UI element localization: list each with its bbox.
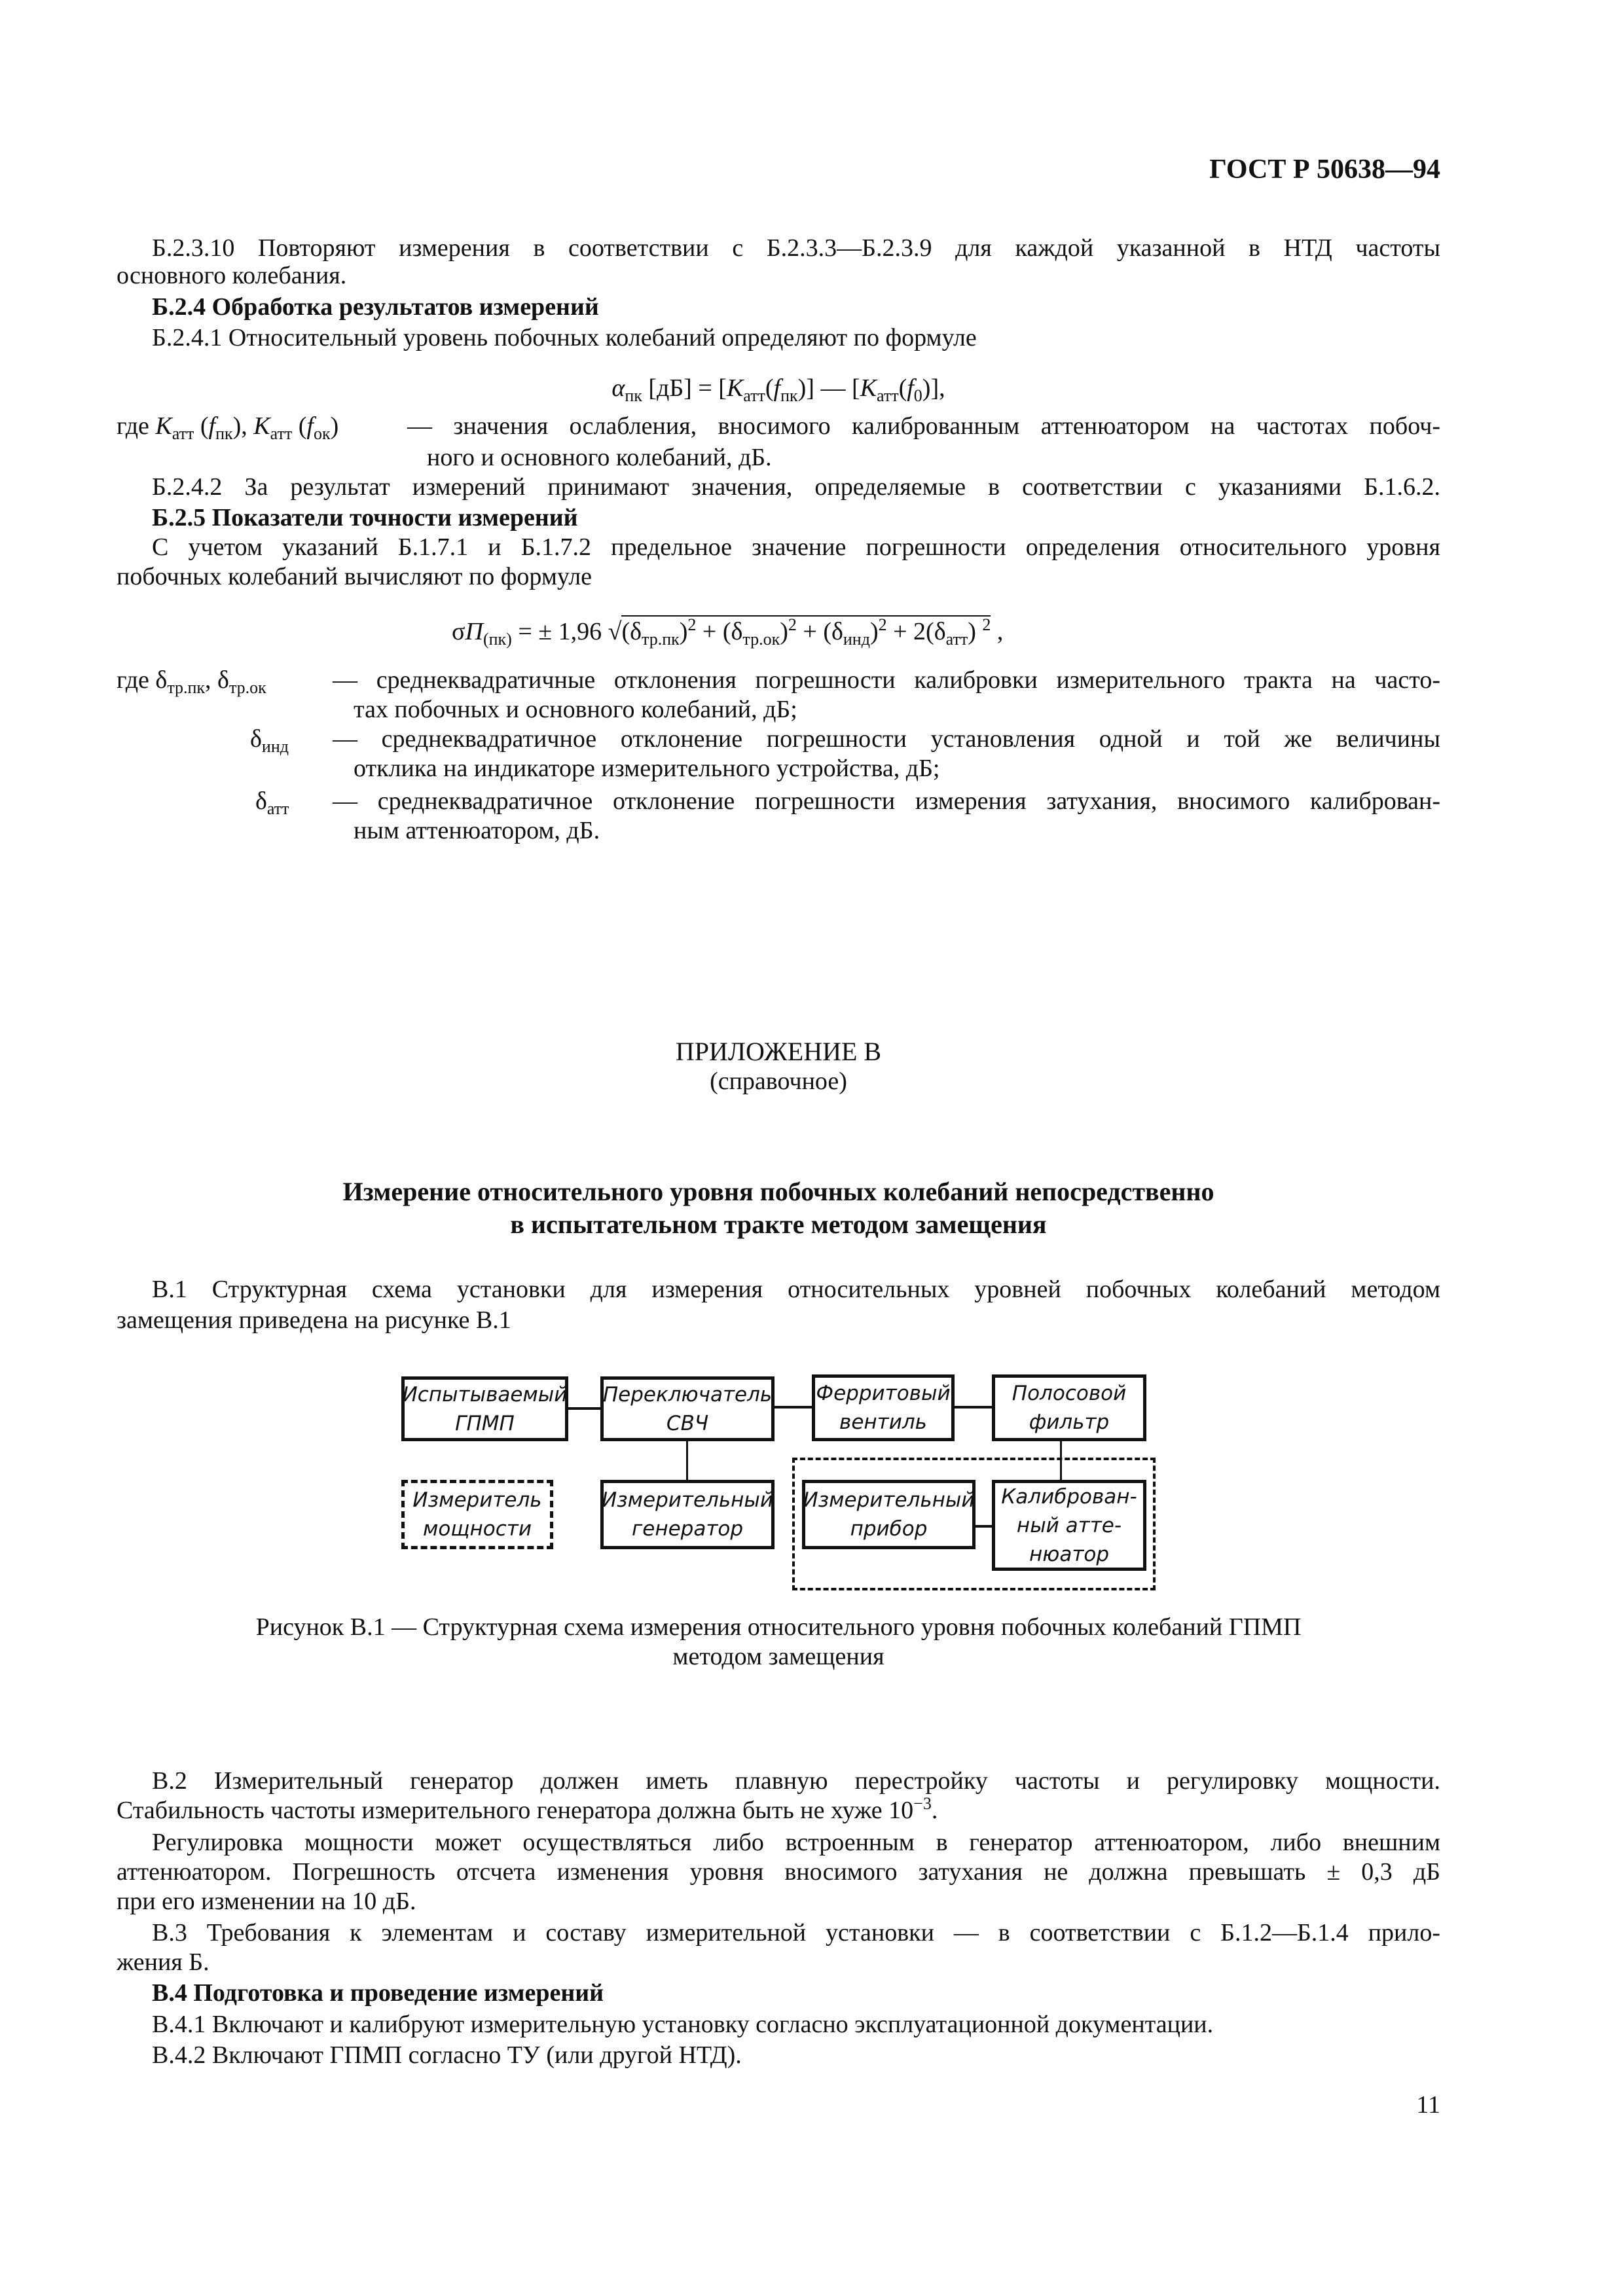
w1-ksub: атт (172, 424, 194, 443)
f2-coef: = ± 1,96 √ (511, 618, 622, 645)
f1-k2: K (860, 374, 877, 402)
formula-1: $\alpha_{пк}$ $[дБ] = [K_{атт}(f_{пк})]$ — $[K_{атт}(f_0)]$, (611, 374, 945, 405)
paragraph-v3-line2: жения Б. (117, 1948, 210, 1976)
formula-2 (452, 615, 1004, 649)
f1-unit: [дБ] = [ (642, 374, 727, 402)
box-label: вентиль (839, 1410, 927, 1434)
v2-period: . (931, 1797, 938, 1824)
v2-exponent: −3 (913, 1794, 932, 1813)
w2-delta: δ (155, 666, 168, 694)
paragraph-b25-line2: побочных колебаний вычисляют по формуле (117, 563, 593, 590)
w2-sub2: тр.ок (228, 678, 266, 697)
paragraph-v1-line2: замещения приведена на рисунке В.1 (117, 1306, 511, 1334)
paragraph-v42: В.4.2 Включают ГПМП согласно ТУ (или другой НТД). (152, 2041, 742, 2069)
appendix-subtitle: (справочное) (710, 1067, 847, 1095)
w2-sub1: тр.пк (167, 678, 206, 697)
box-label: прибор (850, 1517, 928, 1541)
paragraph-reg-line1: Регулировка мощности может осуществляться либо встроенным в генератор аттенюатором, либо внешним (152, 1829, 1440, 1856)
f2-radicand: $(\delta_{тр.пк})^2 + (\delta_{тр.ок})^2 + (\delta_{инд})^2 + 2(\delta_{атт})$ $^2$ (621, 615, 991, 649)
f2-t4: атт (945, 630, 968, 649)
box-label: Измеритель (412, 1488, 542, 1512)
paragraph-b242: Б.2.4.2 За результат измерений принимают значения, определяемые в соответствии с указаниями Б.1.6.2. (152, 473, 1440, 501)
heading-b25: Б.2.5 Показатели точности измерений (152, 504, 578, 531)
box-label: Калиброван- (1001, 1484, 1137, 1509)
paragraph-b2310-line2: основного колебания. (117, 262, 347, 289)
connector (775, 1406, 812, 1408)
box-label: мощности (422, 1517, 532, 1541)
page-number: 11 (1416, 2091, 1440, 2119)
w2-sub4: атт (266, 799, 289, 818)
figure-caption-line1: Рисунок В.1 — Структурная схема измерения относительного уровня побочных колебаний ГПМП (255, 1613, 1302, 1641)
box-label: нюатор (1029, 1542, 1110, 1566)
connector (976, 1525, 992, 1528)
paragraph-b25-line1: С учетом указаний Б.1.7.1 и Б.1.7.2 предельное значение погрешности определения относительного уровня (152, 533, 1440, 561)
box-label: Испытываемый (402, 1382, 568, 1407)
where2-desc-1a: — среднеквадратичные отклонения погрешности калибровки измерительного тракта на часто- (333, 666, 1440, 694)
where2-desc-2b: отклика на индикаторе измерительного устройства, дБ; (354, 755, 940, 782)
where-label-2: где (117, 666, 156, 694)
box-power-meter (401, 1480, 553, 1549)
f1-k-sub: атт (743, 386, 765, 405)
f1-f0-sub: 0 (913, 386, 922, 405)
paragraph-reg-line3: при его изменении на 10 дБ. (117, 1888, 416, 1915)
paragraph-reg-line2: аттенюатором. Погрешность отсчета изменения уровня вносимого затухания не должна превышать ± 0,3 дБ (117, 1858, 1440, 1886)
figure-caption-line2: методом замещения (672, 1643, 884, 1670)
f2-sq3: 2 (878, 615, 887, 634)
where-label: где (117, 412, 156, 440)
heading-b24: Б.2.4 Обработка результатов измерений (152, 293, 599, 321)
where1-desc-line2: ного и основного колебаний, дБ. (427, 444, 772, 471)
box-isolator (812, 1374, 955, 1441)
f2-p: П (465, 618, 483, 645)
box-dut (401, 1376, 568, 1441)
paragraph-b2310-line1: Б.2.3.10 Повторяют измерения в соответствии с Б.2.3.3—Б.2.3.9 для каждой указанной в НТД частоты (152, 234, 1440, 262)
where1-symbols: где $K_{атт}$ $(f_{пк})$, $K_{атт}$ $(f_{ок})$ (117, 412, 339, 443)
f2-sq4: 2 (982, 615, 991, 634)
where2-desc-1b: тах побочных и основного колебаний, дБ; (354, 696, 797, 723)
where2-desc-3b: ным аттенюатором, дБ. (354, 817, 600, 844)
connector (955, 1406, 992, 1408)
box-label: Измерительный (803, 1488, 975, 1512)
f1-alpha: α (611, 374, 625, 402)
connector (1060, 1441, 1062, 1480)
w1-fok: ок (313, 424, 331, 443)
connector (568, 1407, 600, 1410)
w2-delta3: δ (250, 725, 262, 753)
paragraph-b241: Б.2.4.1 Относительный уровень побочных колебаний определяют по формуле (152, 324, 977, 351)
v2-text: Стабильность частоты измерительного генератора должна быть не хуже 10 (117, 1797, 914, 1824)
w1-k2: K (253, 412, 270, 440)
f1-f-sub: пк (780, 386, 798, 405)
box-label: ный атте- (1016, 1513, 1122, 1537)
box-label: Переключатель (602, 1382, 773, 1407)
paragraph-v3-line1: В.3 Требования к элементам и составу измерительной установки — в соответствии с Б.1.2—Б.1.4 прило- (152, 1919, 1440, 1946)
box-label: Ферритовый (816, 1382, 951, 1405)
f1-mid: )] — [ (797, 374, 860, 402)
box-filter (992, 1374, 1146, 1441)
where1-desc-line1: — значения ослабления, вносимого калиброванным аттенюатором на частотах побоч- (407, 412, 1440, 440)
w1-fpk: пк (215, 424, 233, 443)
w2-sub3: инд (261, 737, 289, 756)
box-label: Измерительный (601, 1488, 774, 1512)
f1-end: )], (922, 374, 945, 402)
connector (686, 1441, 688, 1480)
box-label: ГПМП (455, 1411, 515, 1435)
f2-t2: тр.ок (742, 630, 780, 649)
where2-sym-1: где $\delta_{тр.пк}$, $\delta_{тр.ок}$ (117, 666, 266, 697)
box-attenuator (992, 1480, 1146, 1571)
box-label: СВЧ (666, 1411, 709, 1435)
paragraph-v2-line1: В.2 Измерительный генератор должен иметь плавную перестройку частоты и регулировку мощности. (152, 1767, 1440, 1795)
f1-k: K (726, 374, 744, 402)
f1-f0: f (907, 374, 914, 402)
f2-end: , (991, 618, 1004, 645)
w1-ksub2: атт (270, 424, 293, 443)
box-generator (600, 1480, 775, 1549)
f1-k2-sub: атт (876, 386, 899, 405)
appendix-title: ПРИЛОЖЕНИЕ В (675, 1037, 882, 1066)
f2-t1: тр.пк (642, 630, 680, 649)
w2-delta4: δ (255, 787, 267, 815)
box-label: фильтр (1029, 1410, 1110, 1434)
f1-alpha-sub: пк (625, 386, 642, 405)
heading-v4: В.4 Подготовка и проведение измерений (152, 1979, 604, 2007)
box-label: генератор (631, 1517, 744, 1541)
paragraph-v2-line2 (117, 1796, 1440, 1825)
w2-delta2: δ (217, 666, 229, 694)
f2-sigma: σ (452, 618, 465, 645)
paragraph-v41: В.4.1 Включают и калибруют измерительную установку согласно эксплуатационной документации. (152, 2011, 1214, 2038)
f2-t3: инд (843, 630, 870, 649)
f2-sq2: 2 (788, 615, 797, 634)
w1-k: K (155, 412, 172, 440)
where2-sym-2 (250, 725, 289, 756)
where2-desc-3a: — среднеквадратичное отклонение погрешности измерения затухания, вносимого калиброван- (333, 787, 1440, 815)
appendix-heading-line1: Измерение относительного уровня побочных колебаний непосредственно (342, 1177, 1214, 1206)
paragraph-v1-line1: В.1 Структурная схема установки для измерения относительных уровней побочных колебаний методом (152, 1276, 1440, 1303)
box-instrument (802, 1480, 976, 1549)
appendix-heading-line2: в испытательном тракте методом замещения (510, 1210, 1047, 1239)
f2-sq1: 2 (687, 615, 697, 634)
f1-f: f (773, 374, 781, 402)
where2-desc-2a: — среднеквадратичное отклонение погрешности установления одной и той же величины (333, 725, 1440, 753)
f2-psub: (пк) (483, 630, 512, 649)
document-code: ГОСТ Р 50638—94 (1209, 154, 1440, 185)
box-switch (600, 1376, 775, 1441)
box-label: Полосовой (1012, 1382, 1127, 1405)
where2-sym-3 (255, 787, 289, 816)
